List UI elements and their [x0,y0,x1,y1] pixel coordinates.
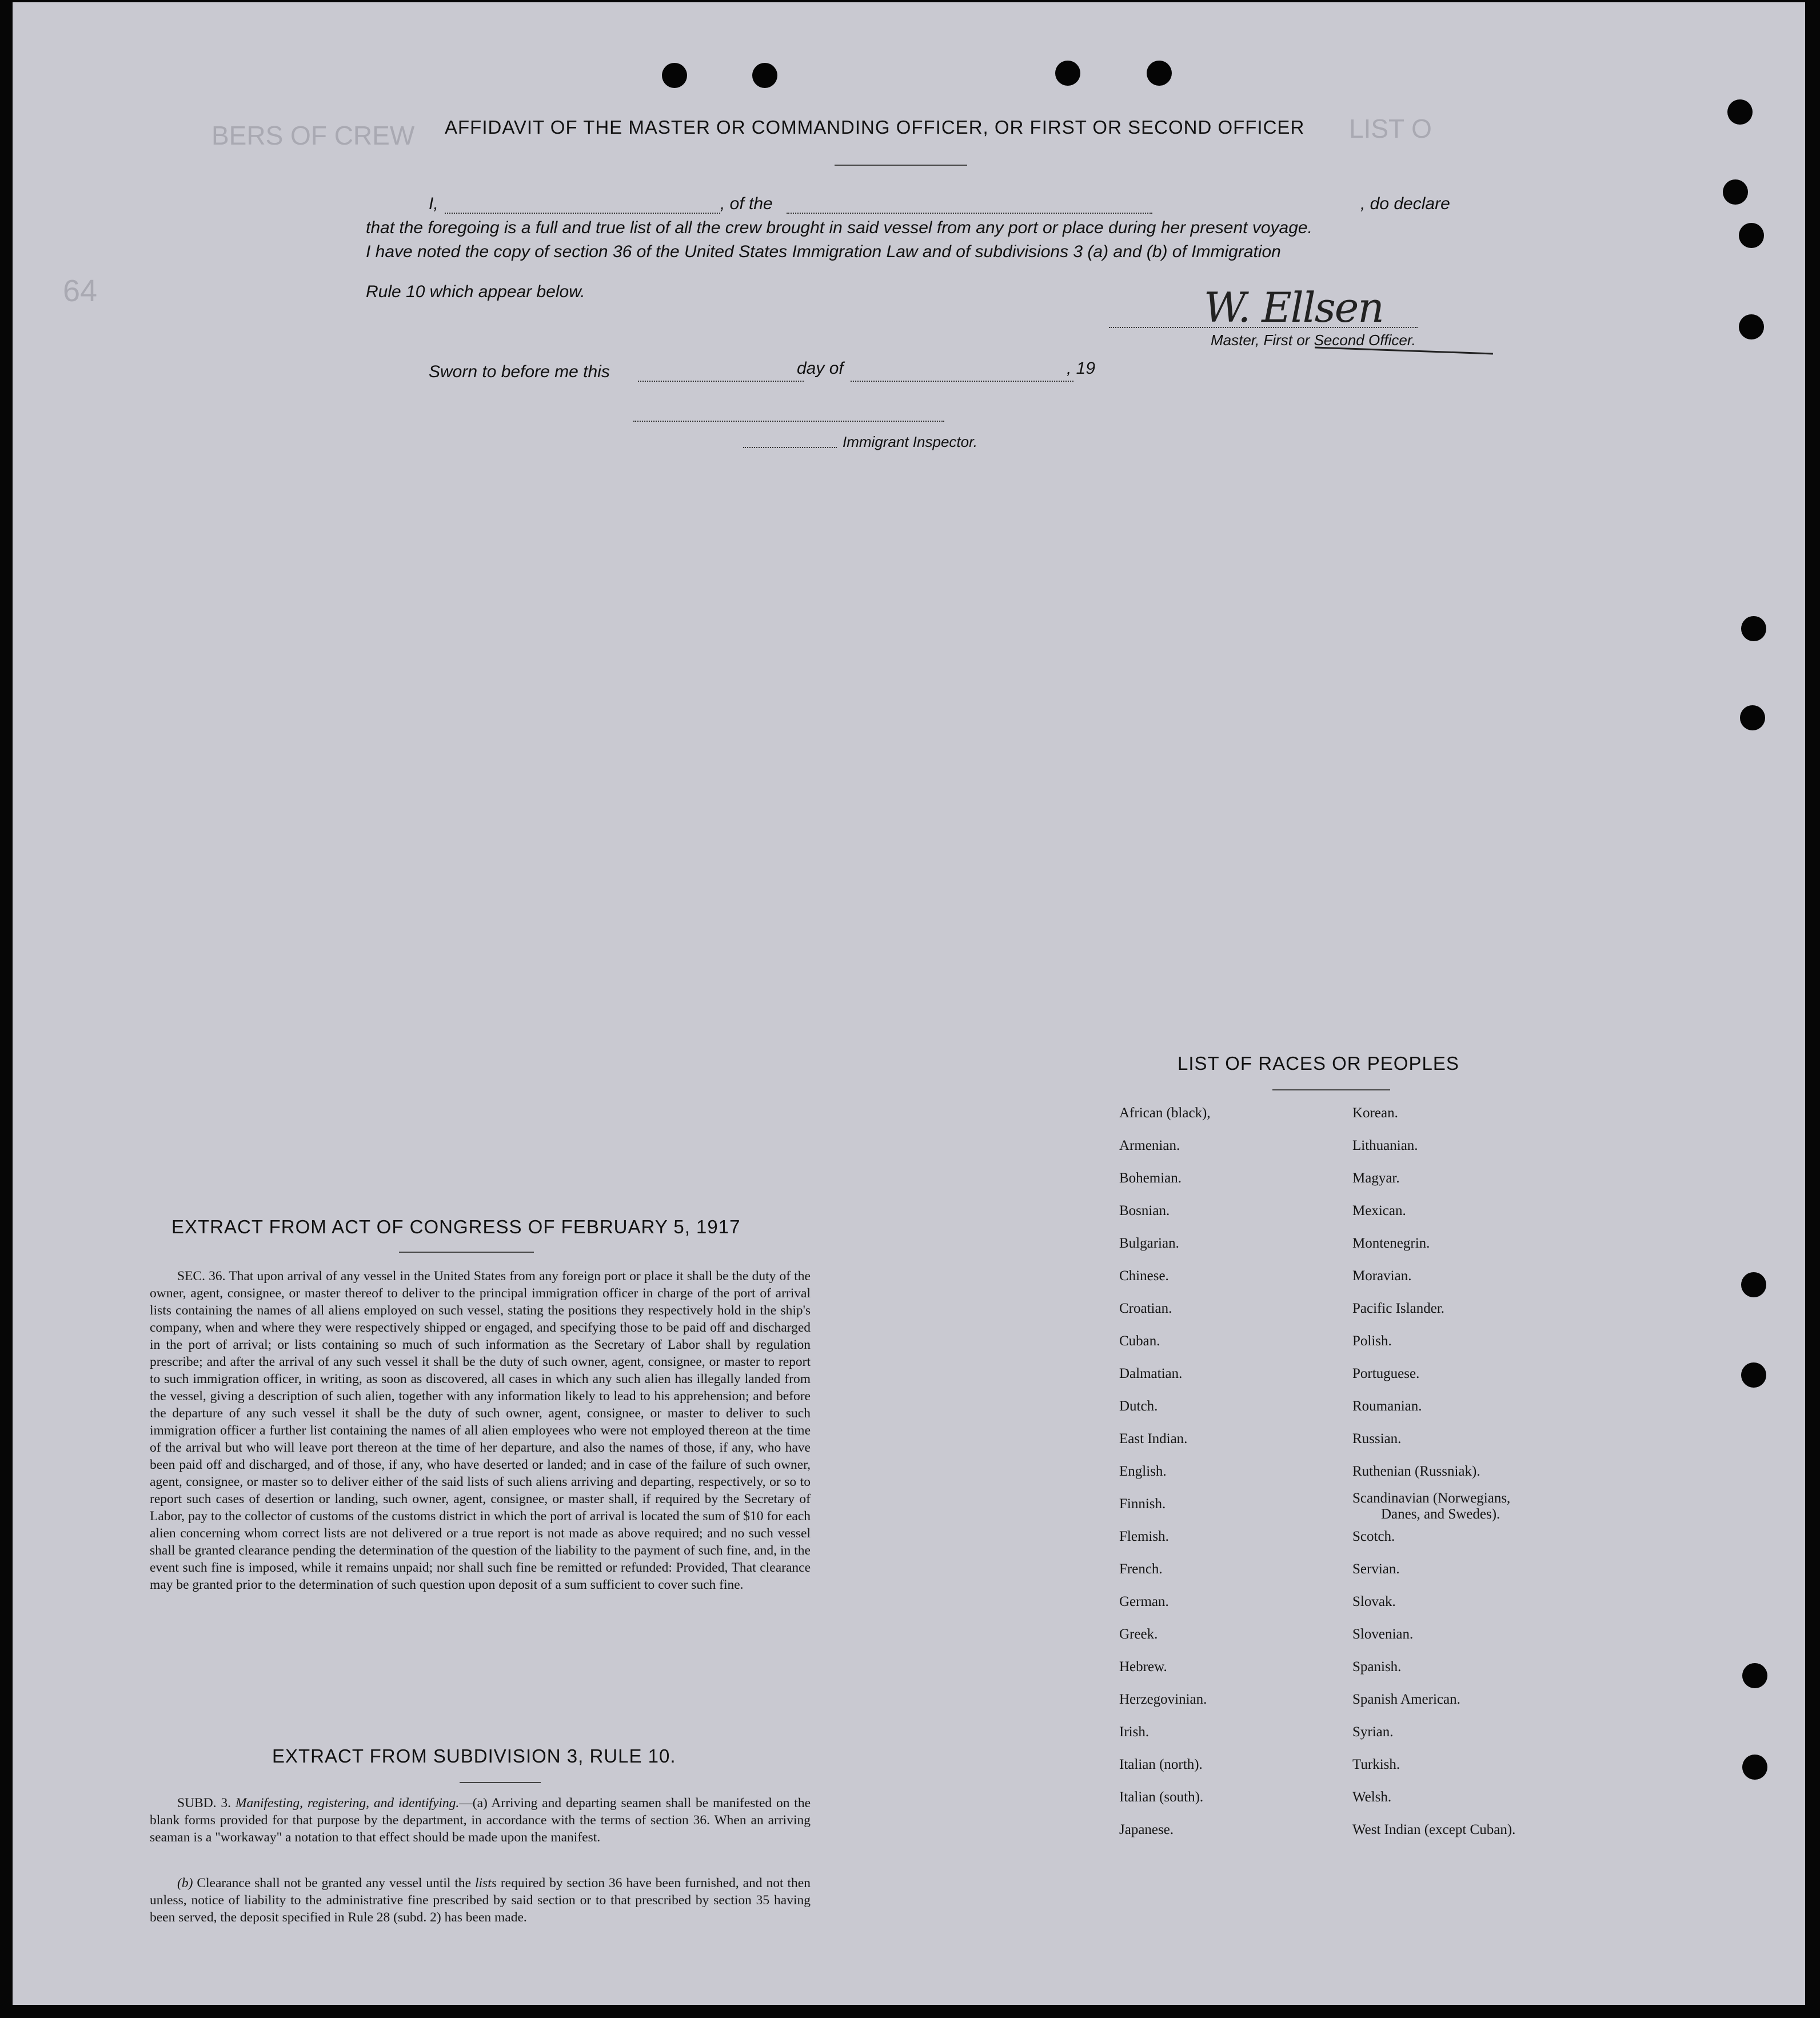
race-right-21: Turkish. [1352,1757,1400,1772]
race-left-13: Finnish. [1119,1496,1166,1512]
punch-hole-right-1 [1727,99,1753,125]
race-right-13-cont: Danes, and Swedes). [1381,1506,1500,1522]
race-left-14: Flemish. [1119,1529,1169,1544]
sworn-prefix: Sworn to before me this [429,362,610,381]
race-left-15: French. [1119,1561,1163,1577]
race-left-8: Cuban. [1119,1333,1160,1349]
inspector-prefix-dots [743,447,837,448]
para-b-label: (b) [177,1876,193,1891]
race-right-15: Servian. [1352,1561,1400,1577]
races-title-rule [1272,1089,1390,1090]
race-left-4: Bosnian. [1119,1203,1170,1218]
race-left-6: Chinese. [1119,1268,1169,1284]
affidavit-line-1 [366,194,1462,217]
affidavit-title: AFFIDAVIT OF THE MASTER OR COMMANDING OFFICER, OR FIRST OR SECOND OFFICER [445,117,1305,138]
punch-hole-top-3 [1055,61,1080,86]
race-left-12: English. [1119,1464,1167,1479]
document-page [13,2,1805,2005]
punch-hole-top-4 [1147,61,1172,86]
bleed-through-title-left: LIST O [1349,114,1432,143]
punch-hole-right-5 [1741,616,1766,641]
punch-hole-right-2 [1723,179,1748,205]
race-right-14: Scotch. [1352,1529,1395,1544]
race-right-6: Moravian. [1352,1268,1412,1284]
race-left-11: East Indian. [1119,1431,1188,1446]
inspector-line [633,421,944,422]
race-left-23: Japanese. [1119,1822,1174,1837]
punch-hole-right-8 [1741,1362,1766,1388]
race-left-3: Bohemian. [1119,1170,1182,1186]
signature-caption: Master, First or Second Officer. [1211,331,1416,349]
inspector-caption: Immigrant Inspector. [843,433,978,450]
bleed-through-number: 64 [63,274,98,308]
sworn-dayof: day of [797,359,844,378]
para-b-text-1: Clearance shall not be granted any vessel until the [193,1876,476,1891]
race-left-5: Bulgarian. [1119,1236,1179,1251]
sworn-year: , 19 [1067,359,1096,378]
race-left-2: Armenian. [1119,1138,1180,1153]
race-left-10: Dutch. [1119,1398,1158,1414]
race-right-1: Korean. [1352,1105,1398,1121]
punch-hole-top-2 [752,63,777,88]
extract-rule-para-b [150,1875,811,1926]
affidavit-line-4: Rule 10 which appear below. [366,282,585,301]
race-left-1: African (black), [1119,1105,1211,1121]
declarant-name-blank [445,213,720,214]
punch-hole-right-3 [1739,223,1764,248]
race-left-16: German. [1119,1594,1169,1609]
race-left-21: Italian (north). [1119,1757,1203,1772]
race-right-5: Montenegrin. [1352,1236,1430,1251]
punch-hole-right-4 [1739,314,1764,339]
punch-hole-right-9 [1742,1663,1767,1688]
race-right-9: Portuguese. [1352,1366,1420,1381]
extract-rule-title-rule [460,1782,541,1783]
extract-rule-para-a [150,1795,811,1846]
punch-hole-right-7 [1741,1272,1766,1297]
para-b-lists: lists [475,1876,497,1891]
race-right-23: West Indian (except Cuban). [1352,1822,1516,1837]
affidavit-line-3: I have noted the copy of section 36 of the United States Immigration Law and of subdivisions 3 (a) and (b) of Immigration [366,242,1281,261]
extract-rule-title: EXTRACT FROM SUBDIVISION 3, RULE 10. [272,1745,676,1767]
sworn-day-blank [638,381,804,382]
race-right-10: Roumanian. [1352,1398,1422,1414]
do-declare-label: , do declare [1360,194,1450,213]
race-right-19: Spanish American. [1352,1692,1460,1707]
race-left-19: Herzegovinian. [1119,1692,1207,1707]
race-right-18: Spanish. [1352,1659,1402,1675]
punch-hole-right-10 [1742,1755,1767,1780]
subd-heading: Manifesting, registering, and identifying. [235,1796,460,1811]
race-left-18: Hebrew. [1119,1659,1167,1675]
race-right-12: Ruthenian (Russniak). [1352,1464,1480,1479]
affidavit-line-2: that the foregoing is a full and true list of all the crew brought in said vessel from any port or place during her present voyage. [366,218,1312,237]
bleed-through-title-right: BERS OF CREW [211,121,415,150]
race-right-3: Magyar. [1352,1170,1400,1186]
master-signature: W. Ellsen [1204,283,1383,331]
subd-label: SUBD. 3. [177,1796,232,1811]
punch-hole-top-1 [662,63,687,88]
race-right-16: Slovak. [1352,1594,1396,1609]
races-title: LIST OF RACES OR PEOPLES [1178,1053,1459,1074]
race-right-4: Mexican. [1352,1203,1406,1218]
race-left-20: Irish. [1119,1724,1150,1740]
race-left-7: Croatian. [1119,1301,1172,1316]
punch-hole-right-6 [1740,705,1765,730]
sworn-month-blank [851,381,1073,382]
race-left-9: Dalmatian. [1119,1366,1183,1381]
race-right-2: Lithuanian. [1352,1138,1418,1153]
race-right-8: Polish. [1352,1333,1392,1349]
race-left-22: Italian (south). [1119,1789,1204,1805]
para-a-text: —(a) Arriving and departing seamen shall be manifested on the blank forms provided for that purpose by the department, in accordance with the terms of section 36. When an arriving seaman is a "workaway" a notation to that effect should be made upon the manifest. [150,1796,811,1845]
of-the-label: , of the [720,194,773,213]
race-right-7: Pacific Islander. [1352,1301,1445,1316]
vessel-name-blank [787,213,1152,214]
affidavit-title-rule [835,165,967,166]
race-right-11: Russian. [1352,1431,1402,1446]
extract-act-title-rule [399,1252,534,1253]
race-right-13: Scandinavian (Norwegians, [1352,1490,1511,1506]
race-right-17: Slovenian. [1352,1627,1414,1642]
para-b-text-2: required by section 36 have been furnished, and not then unless, notice of liability to the administrative fine prescribed by said section or to that prescribed by section 35 having been served, the deposit specified in Rule 28 (subd. 2) has been made. [150,1876,811,1925]
race-right-20: Syrian. [1352,1724,1394,1740]
sworn-line [366,359,1109,382]
extract-act-title: EXTRACT FROM ACT OF CONGRESS OF FEBRUARY 5, 1917 [171,1216,741,1237]
race-right-22: Welsh. [1352,1789,1392,1805]
extract-act-text: SEC. 36. That upon arrival of any vessel in the United States from any foreign port or place it shall be the duty of the owner, agent, consignee, or master thereof to deliver to the principal immigration officer in charge of the port of arrival lists containing the names of all aliens employed on such vessel, stating the positions they respectively hold in the ship's company, when and where they were respectively shipped or engaged, and specifying those to be paid off and discharged in the port of arrival; or lists containing so much of such information as the Secretary of Labor shall by regulation prescribe; and after the arrival of any such vessel it shall be the duty of such owner, agent, consignee, or master to report to such immigration officer, in writing, as soon as discovered, all cases in which any such alien has illegally landed from the vessel, giving a description of such alien, together with any information likely to lead to his apprehension; and before the departure of any such vessel it shall be the duty of such owner, agent, consignee, or master to deliver to such immigration officer a further list containing the names of all alien employees who were not employed thereon at the time of the arrival but who will leave port thereon at the time of her departure, and also the names of those, if any, who have been paid off and discharged, and of those, if any, who have deserted or landed; and in case of the failure of such owner, agent, consignee, or master so to deliver either of the said lists of such aliens arriving and departing, respectively, or so to report such cases of desertion or landing, such owner, agent, consignee, or master shall, if required by the Secretary of Labor, pay to the collector of customs of the customs district in which the port of arrival is located the sum of $10 for each alien concerning whom correct lists are not delivered or a true report is not made as above required; and no such vessel shall be granted clearance pending the determination of the question of the liability to the payment of such fine, and, in the event such fine is imposed, while it remains unpaid; nor shall such fine be remitted or refunded: Provided, That clearance may be granted prior to the determination of such question upon deposit of a sum sufficient to cover such fine. [150,1269,811,1592]
declarant-label: I, [429,194,438,213]
race-left-17: Greek. [1119,1627,1158,1642]
